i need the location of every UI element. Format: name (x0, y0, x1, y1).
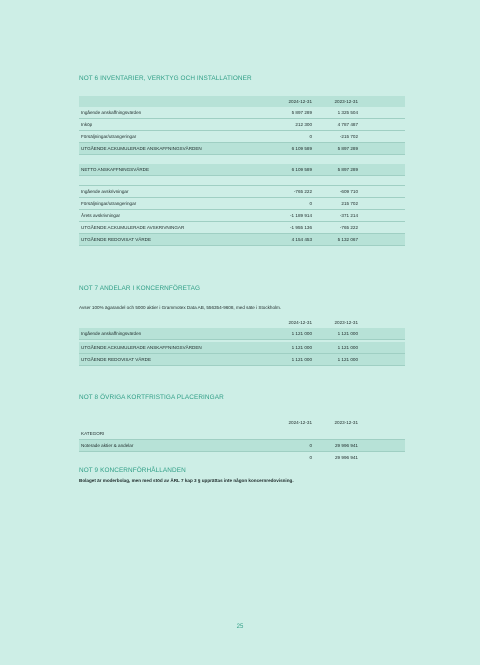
table-header (79, 96, 405, 107)
table-row: Försäljningar/utrangeringar 0 215 702 (79, 198, 405, 210)
table-row-total: UTGÅENDE REDOVISAT VÄRDE 4 154 453 5 132 067 (79, 234, 405, 246)
table-row: Årets avskrivningar -1 189 914 -371 214 (79, 210, 405, 222)
col1-header: 2024-12-31 (288, 99, 312, 104)
table-header: 2024-12-31 2023-12-31 (288, 420, 358, 425)
note7-text: Avser 100% ägarandel och 5000 aktier i Grammotex Data AB, 556354-9608, med säte i Stockholm. (79, 305, 282, 310)
table-row-total: UTGÅENDE REDOVISAT VÄRDE 1 121 000 1 121 000 (79, 354, 405, 366)
table-row: Ingående avskrivningar -765 222 -609 710 (79, 185, 405, 198)
note7-title: NOT 7 ANDELAR I KONCERNFÖRETAG (79, 285, 201, 292)
table-row: Försäljningar/utrangeringar 0 -215 702 (79, 131, 405, 143)
category-row: KATEGORI (79, 428, 405, 440)
note7-table (79, 317, 405, 366)
table-header: 2024-12-31 2023-12-31 (288, 320, 358, 325)
table-row: Ingående anskaffningsvärden 1 121 000 1 121 000 (79, 328, 405, 340)
table-row: Noterade aktier & andelar 0 29 996 941 (79, 440, 405, 452)
note6-table (79, 96, 405, 246)
note9-text: Bolaget är moderbolag, men med stöd av ÅRL 7 kap 3 § upprättas inte någon koncernredovisning. (79, 478, 294, 483)
page-number: 25 (236, 624, 244, 630)
table-row-total: UTGÅENDE ACKUMULERADE ANSKAFFNINGSVÄRDEN 1 121 000 1 121 000 (79, 342, 405, 354)
col2-header: 2023-12-31 (334, 99, 358, 104)
table-row: UTGÅENDE ACKUMULERADE AVSKRIVNINGAR -1 955 136 -765 222 (79, 222, 405, 234)
table-row-total: UTGÅENDE ACKUMULERADE ANSKAFFNINGSVÄRDEN 6 109 589 5 897 289 (79, 143, 405, 155)
table-row: Ingående anskaffningsvärden 5 897 289 1 325 504 (79, 107, 405, 119)
table-row-total: 0 29 996 941 (309, 455, 358, 460)
note6-title: NOT 6 INVENTARIER, VERKTYG OCH INSTALLATIONER (79, 75, 252, 82)
note8-title: NOT 8 ÖVRIGA KORTFRISTIGA PLACERINGAR (79, 394, 224, 401)
table-row: Inköp 212 300 4 787 487 (79, 119, 405, 131)
note8-table (79, 417, 405, 463)
note9-title: NOT 9 KONCERNFÖRHÅLLANDEN (79, 467, 186, 474)
table-row-total: NETTO ANSKAFFNINGSVÄRDE 6 109 589 5 897 289 (79, 164, 405, 176)
